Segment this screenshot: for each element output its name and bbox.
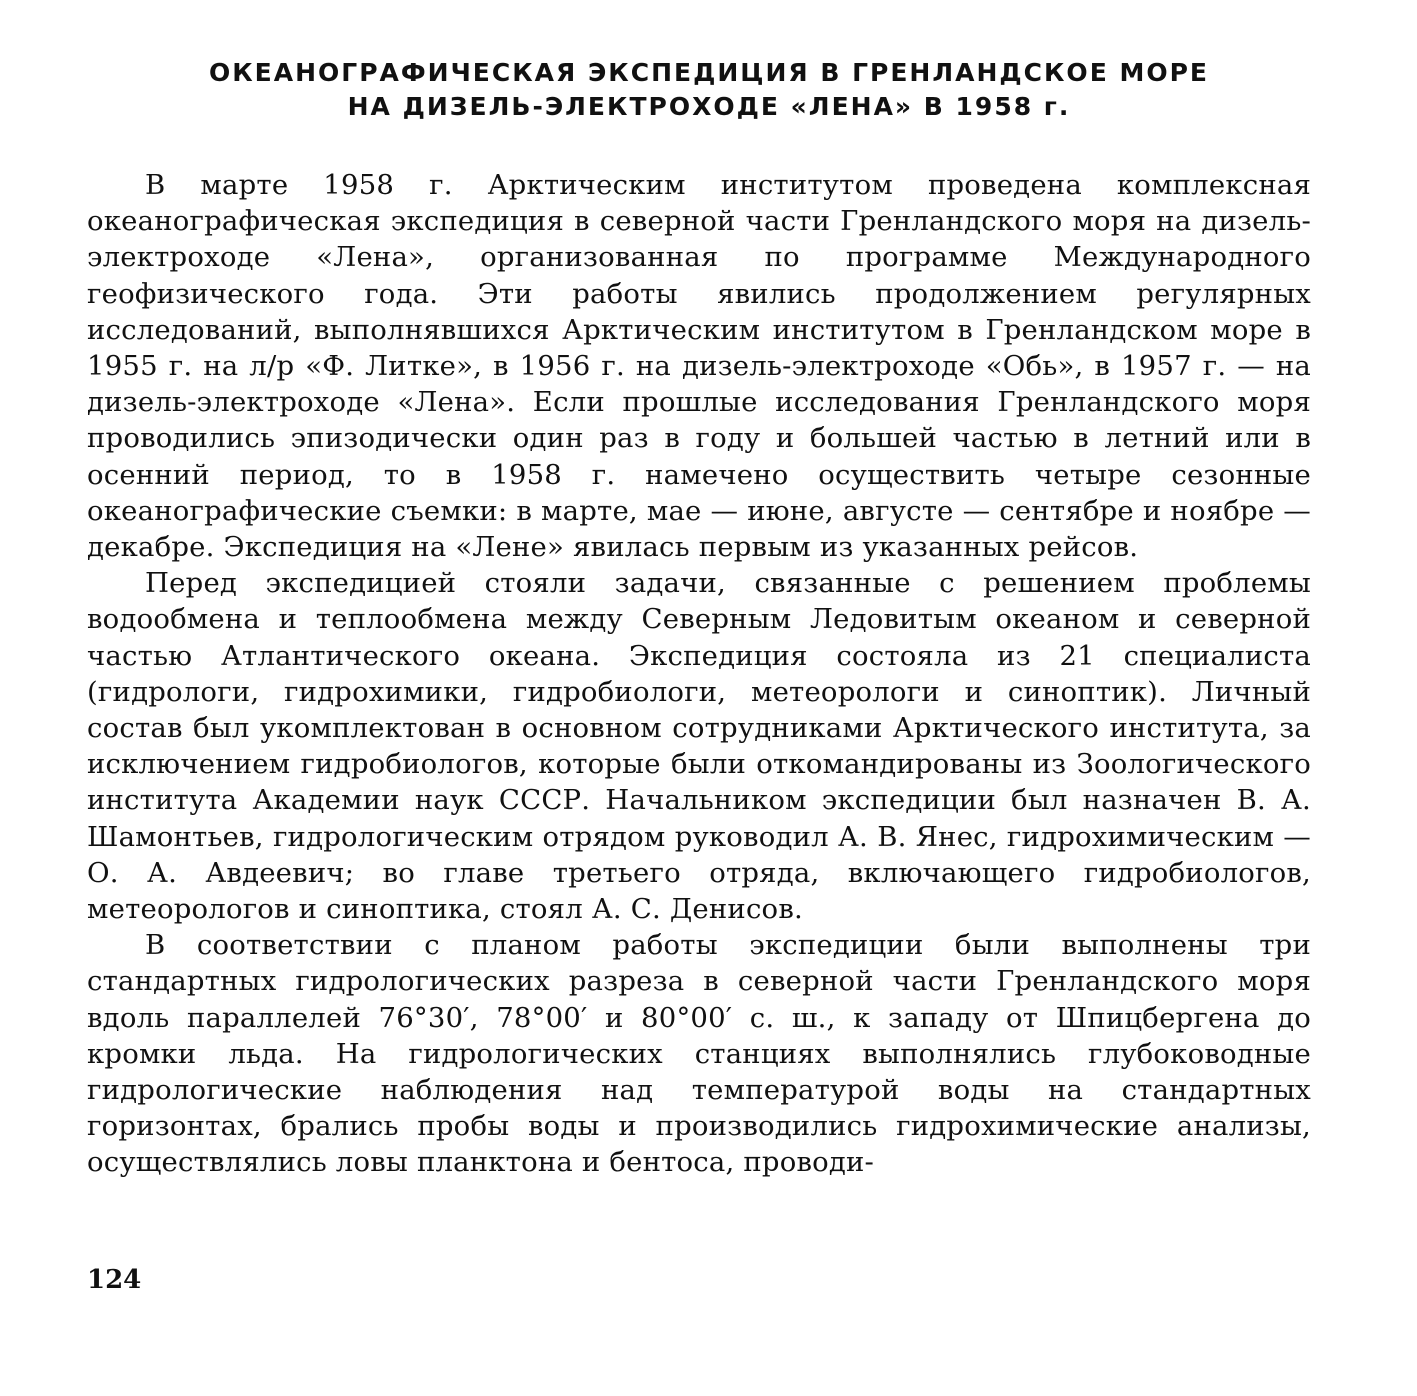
article-title [87, 56, 1311, 124]
title-line-2: НА ДИЗЕЛЬ-ЭЛЕКТРОХОДЕ «ЛЕНА» В 1958 г. [347, 92, 1071, 121]
paragraph-2: Перед экспедицией стояли задачи, связанные с решением проблемы водообмена и теплообмена между Северным Ледовитым океаном и северной частью Атлантического океана. Экспедиция состояла из 21 специалиста (гидрологи, гидрохимики, гидробиологи, метеорологи и синоптик). Личный состав был укомплектован в основном сотрудниками Арктического института, за исключением гидробиологов, которые были откомандированы из Зоологического института Академии наук СССР. Начальником экспедиции был назначен В. А. Шамонтьев, гидрологическим отрядом руководил А. В. Янес, гидрохимическим — О. А. Авдеевич; во главе третьего отряда, включающего гидробиологов, метеорологов и синоптика, стоял А. С. Денисов. [87, 567, 1311, 926]
paragraph-3: В соответствии с планом работы экспедиции были выполнены три стандартных гидрологических разреза в северной части Гренландского моря вдоль параллелей 76°30′, 78°00′ и 80°00′ с. ш., к западу от Шпицбергена до кромки льда. На гидрологических станциях выполнялись глубоководные гидрологические наблюдения над температурой воды на стандартных горизонтах, брались пробы воды и производились гидрохимические анализы, осуществлялись ловы планктона и бентоса, проводи- [87, 929, 1311, 1179]
page-number: 124 [87, 1265, 142, 1295]
paragraph-1: В марте 1958 г. Арктическим институтом проведена комплексная океанографическая экспедиция в северной части Гренландского моря на дизель-электроходе «Лена», организованная по программе Международного геофизического года. Эти работы явились продолжением регулярных исследований, выполнявшихся Арктическим институтом в Гренландском море в 1955 г. на л/р «Ф. Литке», в 1956 г. на дизель-электроходе «Обь», в 1957 г. — на дизель-электроходе «Лена». Если прошлые исследования Гренландского моря проводились эпизодически один раз в году и большей частью в летний или в осенний период, то в 1958 г. намечено осуществить четыре сезонные океанографические съемки: в марте, мае — июне, августе — сентябре и ноябре — декабре. Экспедиция на «Лене» явилась первым из указанных рейсов. [87, 169, 1311, 564]
article-body [87, 167, 1311, 1181]
title-line-1: ОКЕАНОГРАФИЧЕСКАЯ ЭКСПЕДИЦИЯ В ГРЕНЛАНДСКОЕ МОРЕ [208, 58, 1210, 87]
